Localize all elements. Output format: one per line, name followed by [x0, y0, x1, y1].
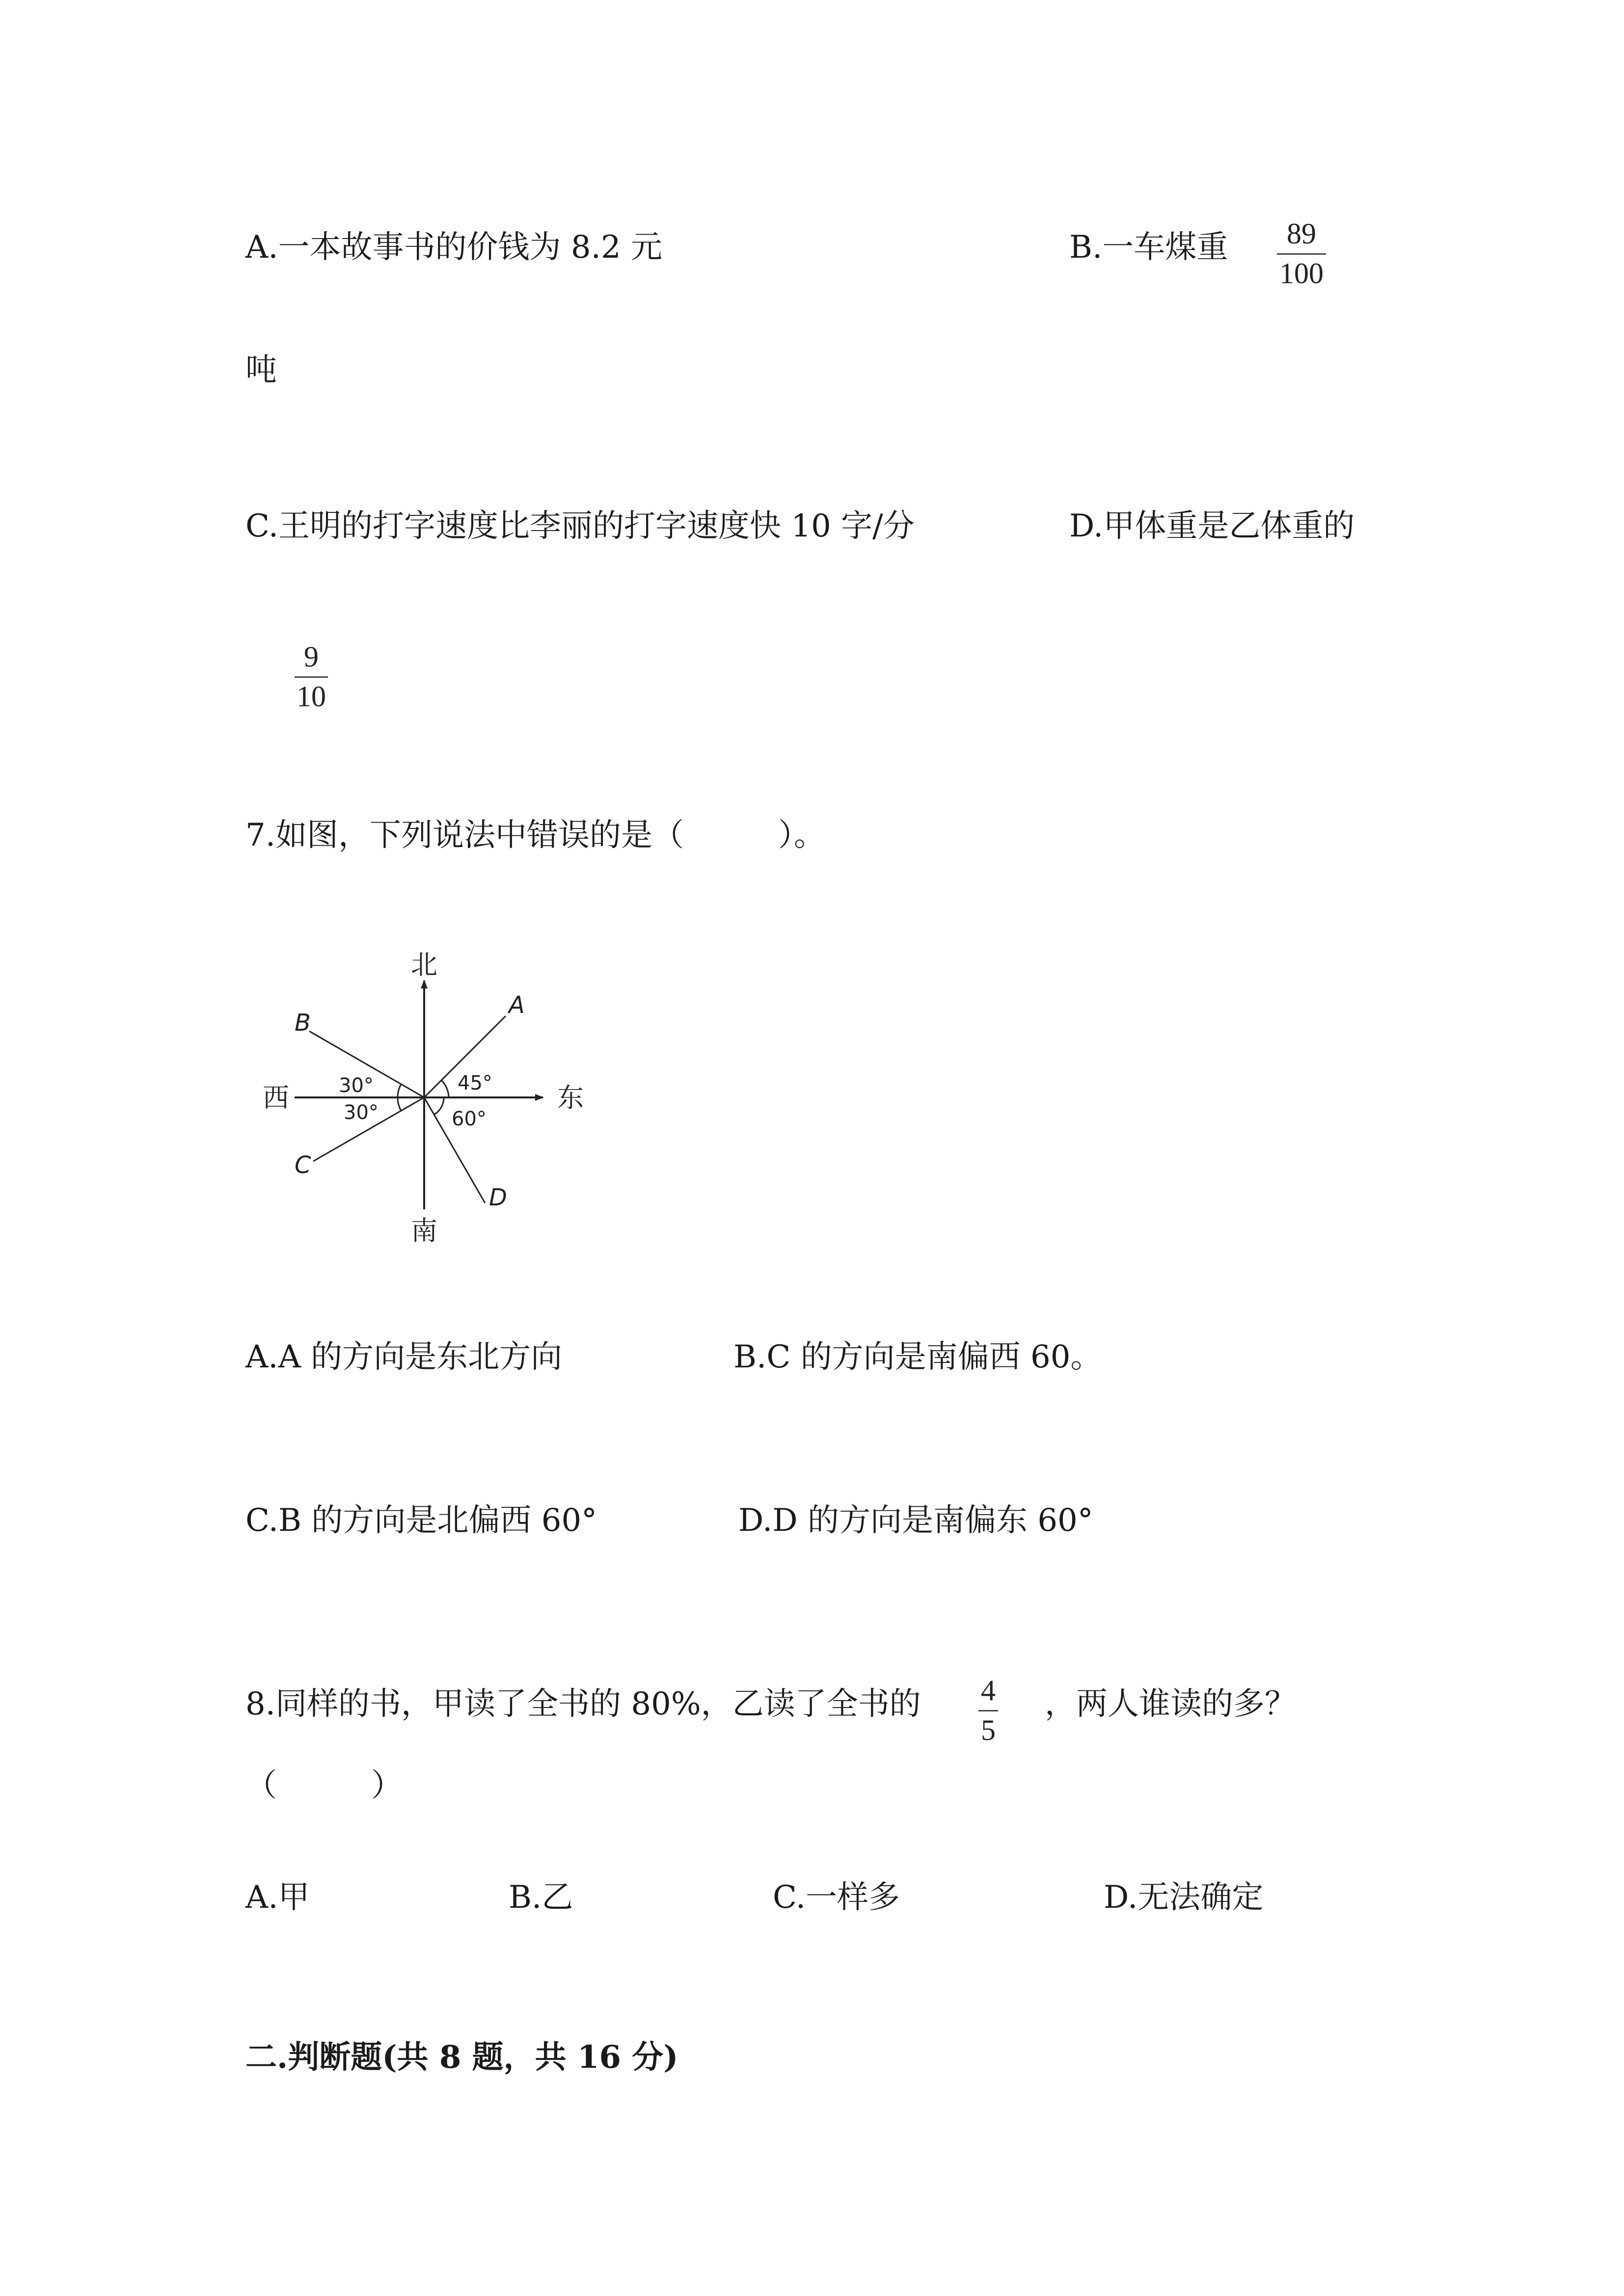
- q8-option-d: D.无法确定: [1104, 1879, 1264, 1916]
- section-heading: 二.判断题(共 8 题，共 16 分): [245, 2039, 678, 2076]
- angle-arc-a: [441, 1080, 449, 1097]
- q8-answer-blank: （ ）: [245, 1767, 403, 1804]
- q7-stem: 7.如图，下列说法中错误的是（ ）。: [245, 817, 826, 854]
- q8-option-b: B.乙: [509, 1879, 573, 1916]
- label-d: D: [489, 1184, 507, 1211]
- angle-arc-c: [398, 1097, 401, 1111]
- label-c: C: [295, 1151, 311, 1179]
- angle-arc-b: [398, 1084, 401, 1097]
- label-a: A: [509, 991, 525, 1019]
- q7-option-b: B.C 的方向是南偏西 60。: [733, 1339, 1102, 1375]
- angle-arc-d: [434, 1097, 444, 1115]
- q8-fraction: [978, 1676, 999, 1745]
- angle-label-b: 30°: [339, 1074, 374, 1097]
- q7-option-c: C.B 的方向是北偏西 60°: [245, 1502, 597, 1539]
- q8-option-a: A.甲: [245, 1879, 310, 1916]
- label-west: 西: [263, 1082, 289, 1113]
- fraction-numerator: 89: [1287, 217, 1316, 250]
- fraction-denominator: 10: [297, 680, 326, 713]
- fraction-denominator: 100: [1279, 257, 1324, 290]
- fraction-denominator: 5: [981, 1714, 996, 1746]
- q7-option-d: D.D 的方向是南偏东 60°: [738, 1502, 1093, 1539]
- label-north: 北: [411, 949, 437, 980]
- label-south: 南: [411, 1215, 437, 1246]
- angle-label-c: 30°: [344, 1101, 379, 1124]
- q6-option-d: D.甲体重是乙体重的: [1069, 508, 1355, 544]
- q8-stem: 8.同样的书，甲读了全书的 80%，乙读了全书的: [245, 1686, 921, 1722]
- q6-option-b-fraction: [1276, 219, 1326, 288]
- fraction-numerator: 9: [304, 641, 319, 673]
- fraction-bar: [295, 676, 328, 678]
- label-east: 东: [557, 1082, 584, 1113]
- fraction-numerator: 4: [981, 1674, 996, 1707]
- q7-option-a: A.A 的方向是东北方向: [245, 1339, 563, 1375]
- label-b: B: [295, 1009, 311, 1037]
- fraction-bar: [978, 1710, 998, 1711]
- q6-option-d-fraction: [294, 642, 329, 711]
- angle-label-d: 60°: [452, 1108, 487, 1130]
- q6-option-b: B.一车煤重: [1069, 229, 1228, 266]
- q8-stem-end: ，两人谁读的多？: [1045, 1686, 1296, 1722]
- q6-option-c: C.王明的打字速度比李丽的打字速度快 10 字/分: [245, 508, 915, 544]
- q8-option-c: C.一样多: [773, 1879, 900, 1916]
- angle-label-a: 45°: [458, 1072, 492, 1095]
- fraction-bar: [1277, 253, 1326, 255]
- q6-option-b-unit: 吨: [245, 352, 277, 388]
- q7-direction-figure: [245, 933, 619, 1256]
- q6-option-a: A.一本故事书的价钱为 8.2 元: [245, 229, 663, 266]
